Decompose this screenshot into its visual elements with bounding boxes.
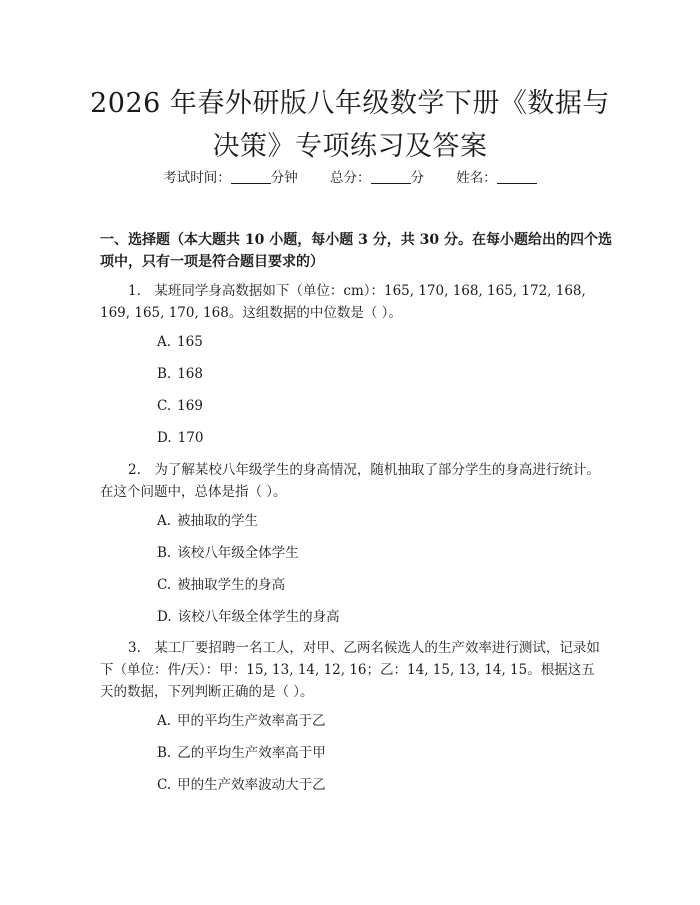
option-text: 甲的生产效率波动大于乙	[177, 777, 326, 793]
option-letter: A.	[157, 334, 172, 350]
document-title: 2026 年春外研版八年级数学下册《数据与决策》专项练习及答案	[90, 88, 610, 162]
question-1-text: 1. 某班同学身高数据如下（单位：cm）：165, 170, 168, 165, 172, 168, 169, 165, 170, 168。这组数据的中位数是（ ）。	[100, 283, 586, 321]
exam-time-unit: 分钟	[270, 170, 298, 186]
student-name-label: 姓名：	[456, 170, 497, 186]
question-1-option-a	[157, 332, 203, 352]
question-3-option-b	[157, 743, 326, 763]
total-score-unit: 分	[410, 170, 424, 186]
question-1-option-c	[157, 396, 203, 416]
option-letter: D.	[157, 609, 172, 625]
question-2-option-c	[157, 575, 285, 595]
exam-time-blank	[231, 169, 271, 184]
option-letter: A.	[157, 513, 172, 529]
question-1-option-d	[157, 428, 203, 448]
question-1-option-b	[157, 364, 203, 384]
student-name-field	[456, 170, 537, 186]
option-letter: C.	[157, 577, 172, 593]
question-2-text: 2. 为了解某校八年级学生的身高情况，随机抽取了部分学生的身高进行统计。在这个问题中，总体是指（ ）。	[100, 462, 600, 500]
option-letter: C.	[157, 398, 172, 414]
total-score-blank	[371, 169, 411, 184]
total-score-label: 总分：	[330, 170, 371, 186]
question-2-option-d	[157, 607, 340, 627]
option-text: 168	[177, 366, 203, 382]
question-3-option-a	[157, 711, 326, 731]
option-text: 165	[177, 334, 203, 350]
question-2-option-b	[157, 543, 299, 563]
option-text: 170	[177, 430, 204, 446]
section-heading: 一、选择题（本大题共 10 小题，每小题 3 分，共 30 分。在每小题给出的四个选项中，只有一项是符合题目要求的）	[100, 232, 612, 270]
question-3-option-c	[157, 775, 326, 795]
option-letter: D.	[157, 430, 172, 446]
option-text: 该校八年级全体学生	[177, 545, 299, 561]
option-text: 被抽取的学生	[177, 513, 259, 529]
option-letter: C.	[157, 777, 172, 793]
exam-info-line	[0, 168, 700, 188]
student-name-blank	[497, 169, 537, 184]
option-text: 该校八年级全体学生的身高	[177, 609, 340, 625]
option-letter: B.	[157, 545, 172, 561]
option-text: 169	[177, 398, 203, 414]
option-text: 乙的平均生产效率高于甲	[177, 745, 326, 761]
question-2-option-a	[157, 511, 258, 531]
option-letter: A.	[157, 713, 172, 729]
total-score-field	[330, 170, 428, 186]
question-3-text: 3. 某工厂要招聘一名工人，对甲、乙两名候选人的生产效率进行测试，记录如下（单位：件/天）：甲：15, 13, 14, 12, 16；乙：14, 15, 13, 14, 15。根据这五天的数据，下列判断正确的是（ ）。	[100, 640, 600, 700]
option-letter: B.	[157, 366, 172, 382]
exam-time-field	[163, 170, 302, 186]
option-text: 甲的平均生产效率高于乙	[177, 713, 326, 729]
option-letter: B.	[157, 745, 172, 761]
exam-time-label: 考试时间：	[163, 170, 231, 186]
option-text: 被抽取学生的身高	[177, 577, 286, 593]
